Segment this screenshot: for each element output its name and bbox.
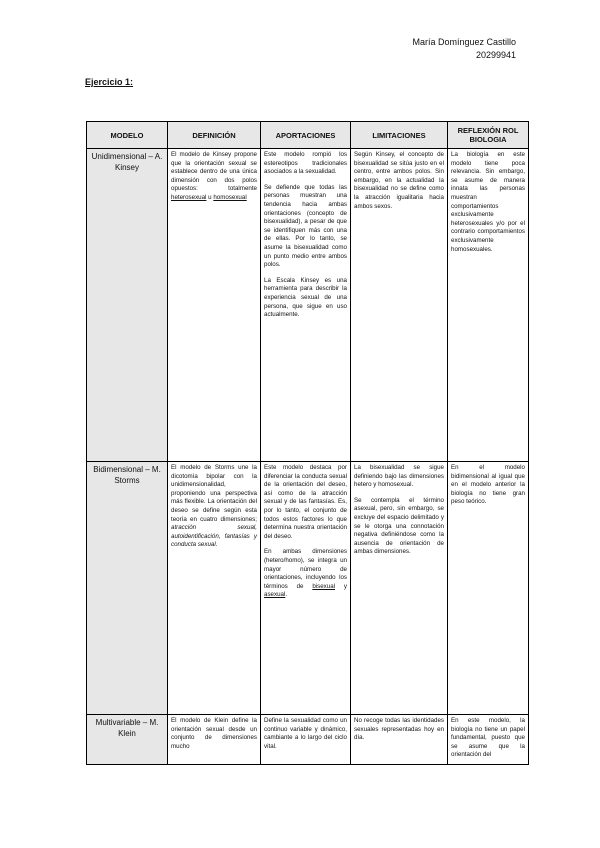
definition-cell (168, 149, 261, 462)
contribution-paragraph (264, 548, 347, 600)
biology-cell: La biología en este modelo tiene poca relevancia. Sin embargo, se asume de manera innata las personas muestran comportamientos exclusivamente heterosexuales y/o por el contrario comportamientos exclusivamente homosexuales. (448, 149, 529, 462)
term-asexual: asexual (264, 591, 286, 599)
author-id: 20299941 (475, 50, 516, 60)
table-row (87, 149, 529, 462)
definition-text: El modelo de Kinsey propone que la orientación sexual se establece dentro de una única dimensión con dos polos opuestos: totalmente (171, 151, 257, 193)
table-row (87, 715, 529, 765)
limitation-paragraph: Se contempla el término asexual, pero, sin embargo, se excluye del espacio delimitado y se le otorga una connotación negativa definiéndose como la ausencia de orientación de ambas dimensiones. (354, 496, 444, 556)
term-heterosexual: heterosexual (171, 193, 207, 201)
header-modelo: MODELO (87, 122, 168, 149)
contributions-cell (261, 462, 351, 715)
author-name: María Domínguez Castillo (412, 37, 516, 47)
limitations-cell (351, 462, 448, 715)
definition-dimensions: atracción sexual, autoidentificación, fantasías y conducta sexual. (171, 524, 257, 549)
biology-cell: En el modelo bidimensional al igual que en el modelo anterior la biología no tiene gran peso teórico. (448, 462, 529, 715)
term-homosexual: homosexual (213, 193, 247, 201)
contribution-paragraph: Se defiende que todas las personas muestran una tendencia hacia ambas orientaciones (concepto de bisexualidad), a pesar de que se identifiquen más con una de ellas. Por lo tanto, se asume la bisexualidad como un punto medio entre ambos polos. (264, 183, 347, 269)
table-header-row (87, 122, 529, 149)
contribution-paragraph: Este modelo destaca por diferenciar la conducta sexual de la orientación del deseo, así como de la atracción sexual y de las fantasías. Es, por lo tanto, el conjunto de todos estos factores lo que determina nuestra orientación del deseo. (264, 464, 347, 540)
definition-text: El modelo de Storms une la dicotomía bipolar con la unidimensionalidad, proponiendo una perspectiva más flexible. La orientación del deseo se define según esta teoría en cuatro dimensiones; (171, 464, 257, 523)
model-name: Unidimensional – A. Kinsey (87, 149, 168, 462)
limitations-cell: Según Kinsey, el concepto de bisexualidad se sitúa justo en el centro, entre ambos polos. Sin embargo, en la actualidad la bisexualidad no se define como la atracción igualitaria hacia ambos sexos. (351, 149, 448, 462)
contribution-paragraph: La Escala Kinsey es una herramienta para describir la experiencia sexual de una persona, que sigue en uso actualmente. (264, 276, 347, 319)
header-reflexion: REFLEXIÓN ROL BIOLOGIA (448, 122, 529, 149)
author-block (412, 36, 516, 62)
contributions-cell: Define la sexualidad como un continuo variable y dinámico, cambiante a lo largo del ciclo vital. (261, 715, 351, 765)
table-row (87, 462, 529, 715)
model-name: Multivariable – M. Klein (87, 715, 168, 765)
models-table (86, 121, 529, 765)
model-name: Bidimensional – M. Storms (87, 462, 168, 715)
contribution-text: En ambas dimensiones (hetero/homo), se integra un mayor número de orientaciones, incluyendo los términos de (264, 548, 347, 590)
term-period: . (285, 591, 288, 599)
contributions-cell (261, 149, 351, 462)
biology-cell: En este modelo, la biología no tiene un papel fundamental, puesto que se asume que la orientación del (448, 715, 529, 765)
header-limitaciones: LIMITACIONES (351, 122, 448, 149)
term-bisexual: bisexual (312, 582, 336, 590)
header-definicion: DEFINICIÓN (168, 122, 261, 149)
header-aportaciones: APORTACIONES (261, 122, 351, 149)
term-connector: u (206, 193, 214, 201)
contribution-paragraph: Este modelo rompió los estereotipos tradicionales asociados a la sexualidad. (264, 151, 347, 176)
definition-cell: El modelo de Klein define la orientación sexual desde un conjunto de dimensiones mucho (168, 715, 261, 765)
limitation-paragraph: La bisexualidad se sigue definiendo bajo las dimensiones hetero y homosexual. (354, 464, 444, 489)
exercise-title: Ejercicio 1: (85, 77, 134, 87)
term-connector: y (335, 582, 347, 590)
definition-cell (168, 462, 261, 715)
limitations-cell: No recoge todas las identidades sexuales representadas hoy en día. (351, 715, 448, 765)
